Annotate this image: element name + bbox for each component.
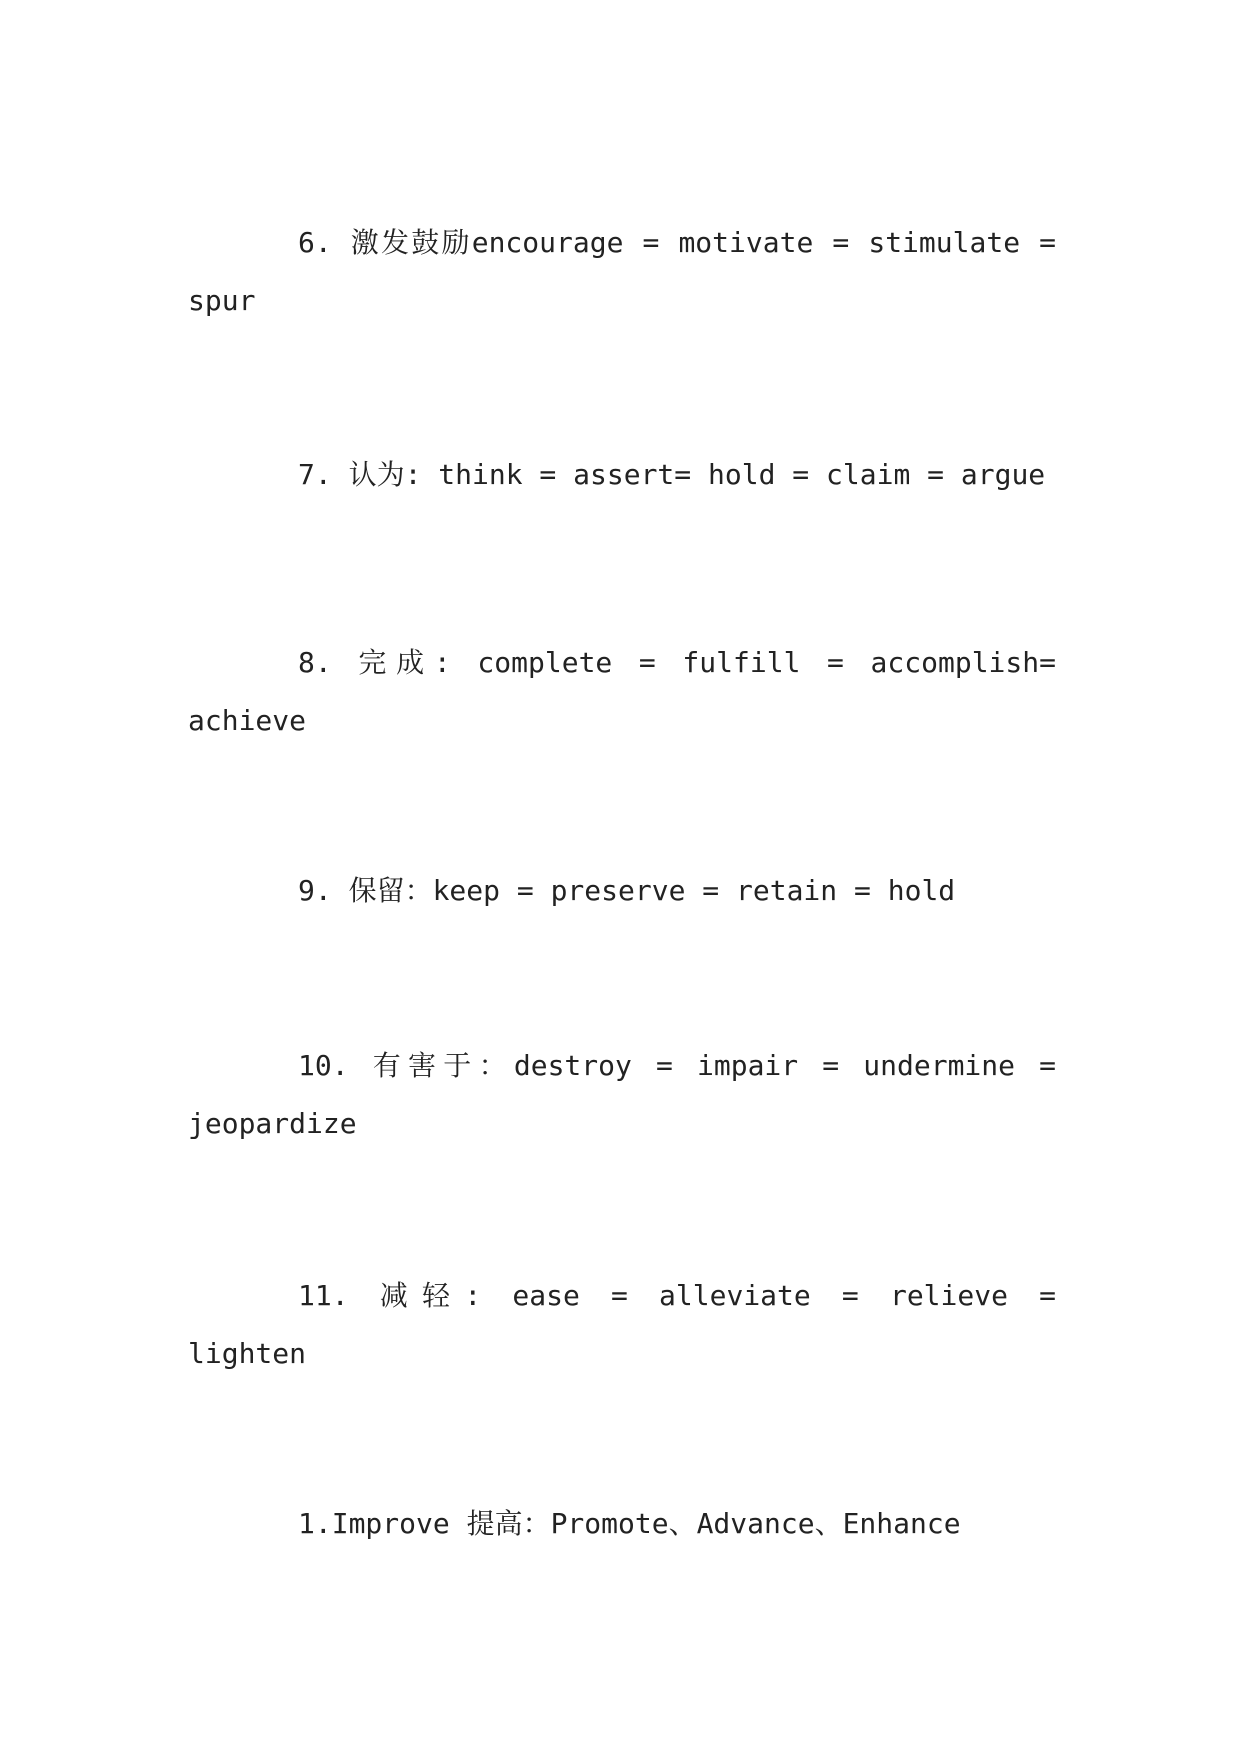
vocab-item-keep: 9. 保留：keep = preserve = retain = hold	[298, 874, 956, 907]
vocab-item-complete: 8. 完成: complete = fulfill = accomplish= achieve	[188, 646, 1056, 737]
vocab-item-improve: 1.Improve 提高：Promote、Advance、Enhance	[298, 1507, 961, 1540]
vocab-item-destroy: 10. 有害于：destroy = impair = undermine = jeopardize	[188, 1049, 1056, 1140]
vocab-item-ease: 11. 减轻: ease = alleviate = relieve = lighten	[188, 1279, 1056, 1370]
vocab-item-think: 7. 认为: think = assert= hold = claim = argue	[298, 458, 1046, 491]
vocab-item-encourage: 6. 激发鼓励encourage = motivate = stimulate = spur	[188, 226, 1056, 317]
